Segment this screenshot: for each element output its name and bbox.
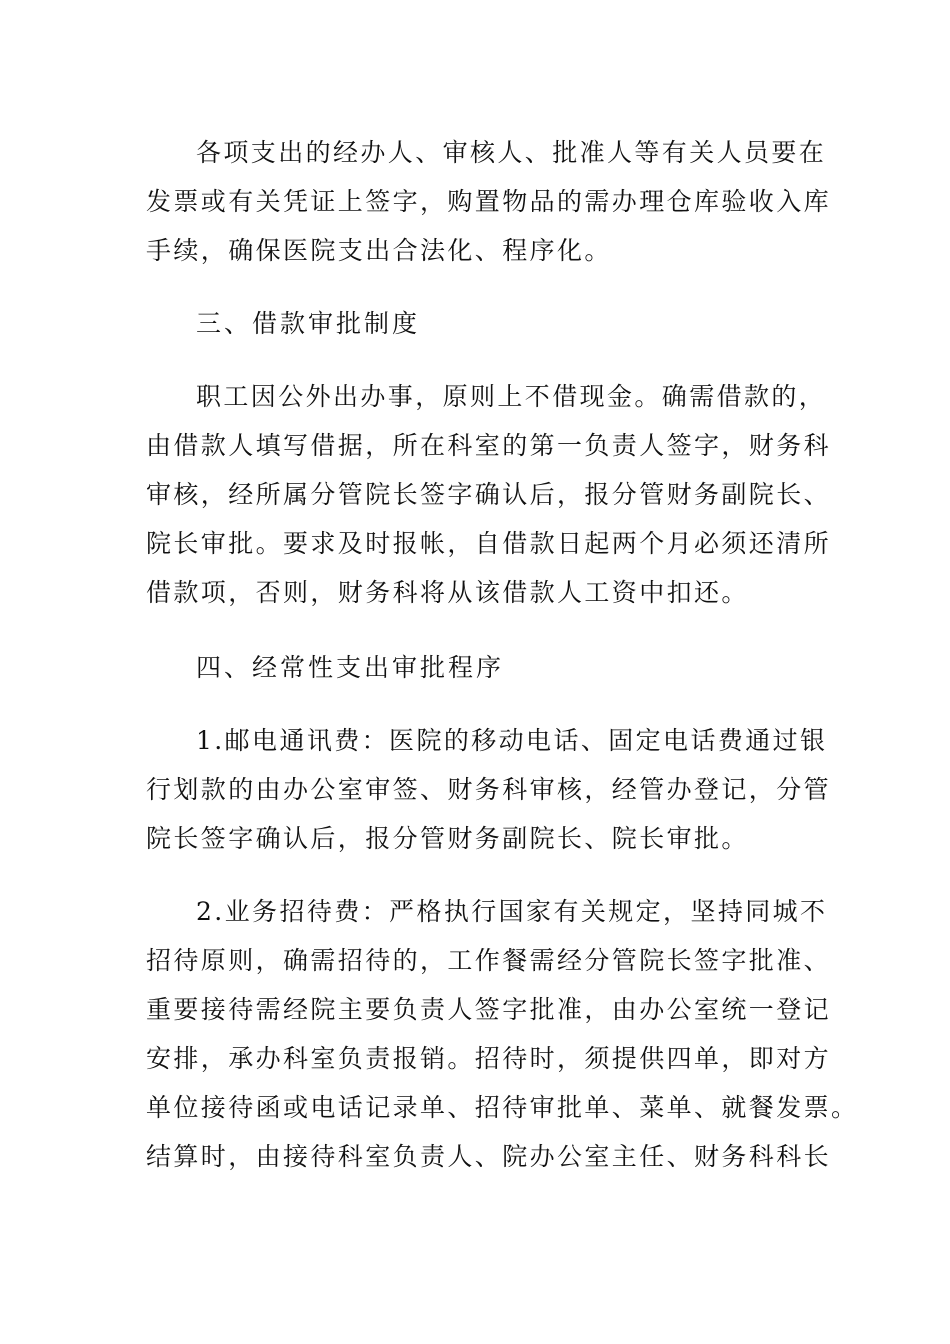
text-line: 1.邮电通讯费：医院的移动电话、固定电话费通过银 <box>196 726 828 755</box>
paragraph-entertainment-fees <box>146 887 859 1181</box>
text-line: 安排，承办科室负责报销。招待时，须提供四单，即对方 <box>146 1044 832 1073</box>
paragraph-expense-signatures <box>146 128 832 275</box>
text-line: 审核，经所属分管院长签字确认后，报分管财务副院长、 <box>146 480 832 509</box>
section-heading-loan-approval <box>146 299 806 348</box>
text-line: 结算时，由接待科室负责人、院办公室主任、财务科科长 <box>146 1142 832 1171</box>
text-line: 重要接待需经院主要负责人签字批准，由办公室统一登记 <box>146 995 832 1024</box>
section-heading-regular-expenses <box>146 643 806 692</box>
text-line: 职工因公外出办事，原则上不借现金。确需借款的， <box>196 382 827 411</box>
section-heading-text: 三、借款审批制度 <box>196 309 421 338</box>
text-line: 发票或有关凭证上签字，购置物品的需办理仓库验收入库 <box>146 187 832 216</box>
text-line: 各项支出的经办人、审核人、批准人等有关人员要在 <box>196 138 827 167</box>
paragraph-telecom-fees <box>146 716 832 863</box>
text-line: 手续，确保医院支出合法化、程序化。 <box>146 236 612 265</box>
text-line: 2.业务招待费：严格执行国家有关规定，坚持同城不 <box>196 897 828 926</box>
text-line: 单位接待函或电话记录单、招待审批单、菜单、就餐发票。 <box>146 1093 859 1122</box>
text-line: 借款项，否则，财务科将从该借款人工资中扣还。 <box>146 578 749 607</box>
text-line: 由借款人填写借据，所在科室的第一负责人签字，财务科 <box>146 431 832 460</box>
text-line: 院长签字确认后，报分管财务副院长、院长审批。 <box>146 824 749 853</box>
text-line: 院长审批。要求及时报帐，自借款日起两个月必须还清所 <box>146 529 832 558</box>
text-line: 招待原则，确需招待的，工作餐需经分管院长签字批准、 <box>146 946 832 975</box>
section-heading-text: 四、经常性支出审批程序 <box>196 653 505 682</box>
text-line: 行划款的由办公室审签、财务科审核，经管办登记，分管 <box>146 775 832 804</box>
paragraph-loan-rules <box>146 372 832 617</box>
